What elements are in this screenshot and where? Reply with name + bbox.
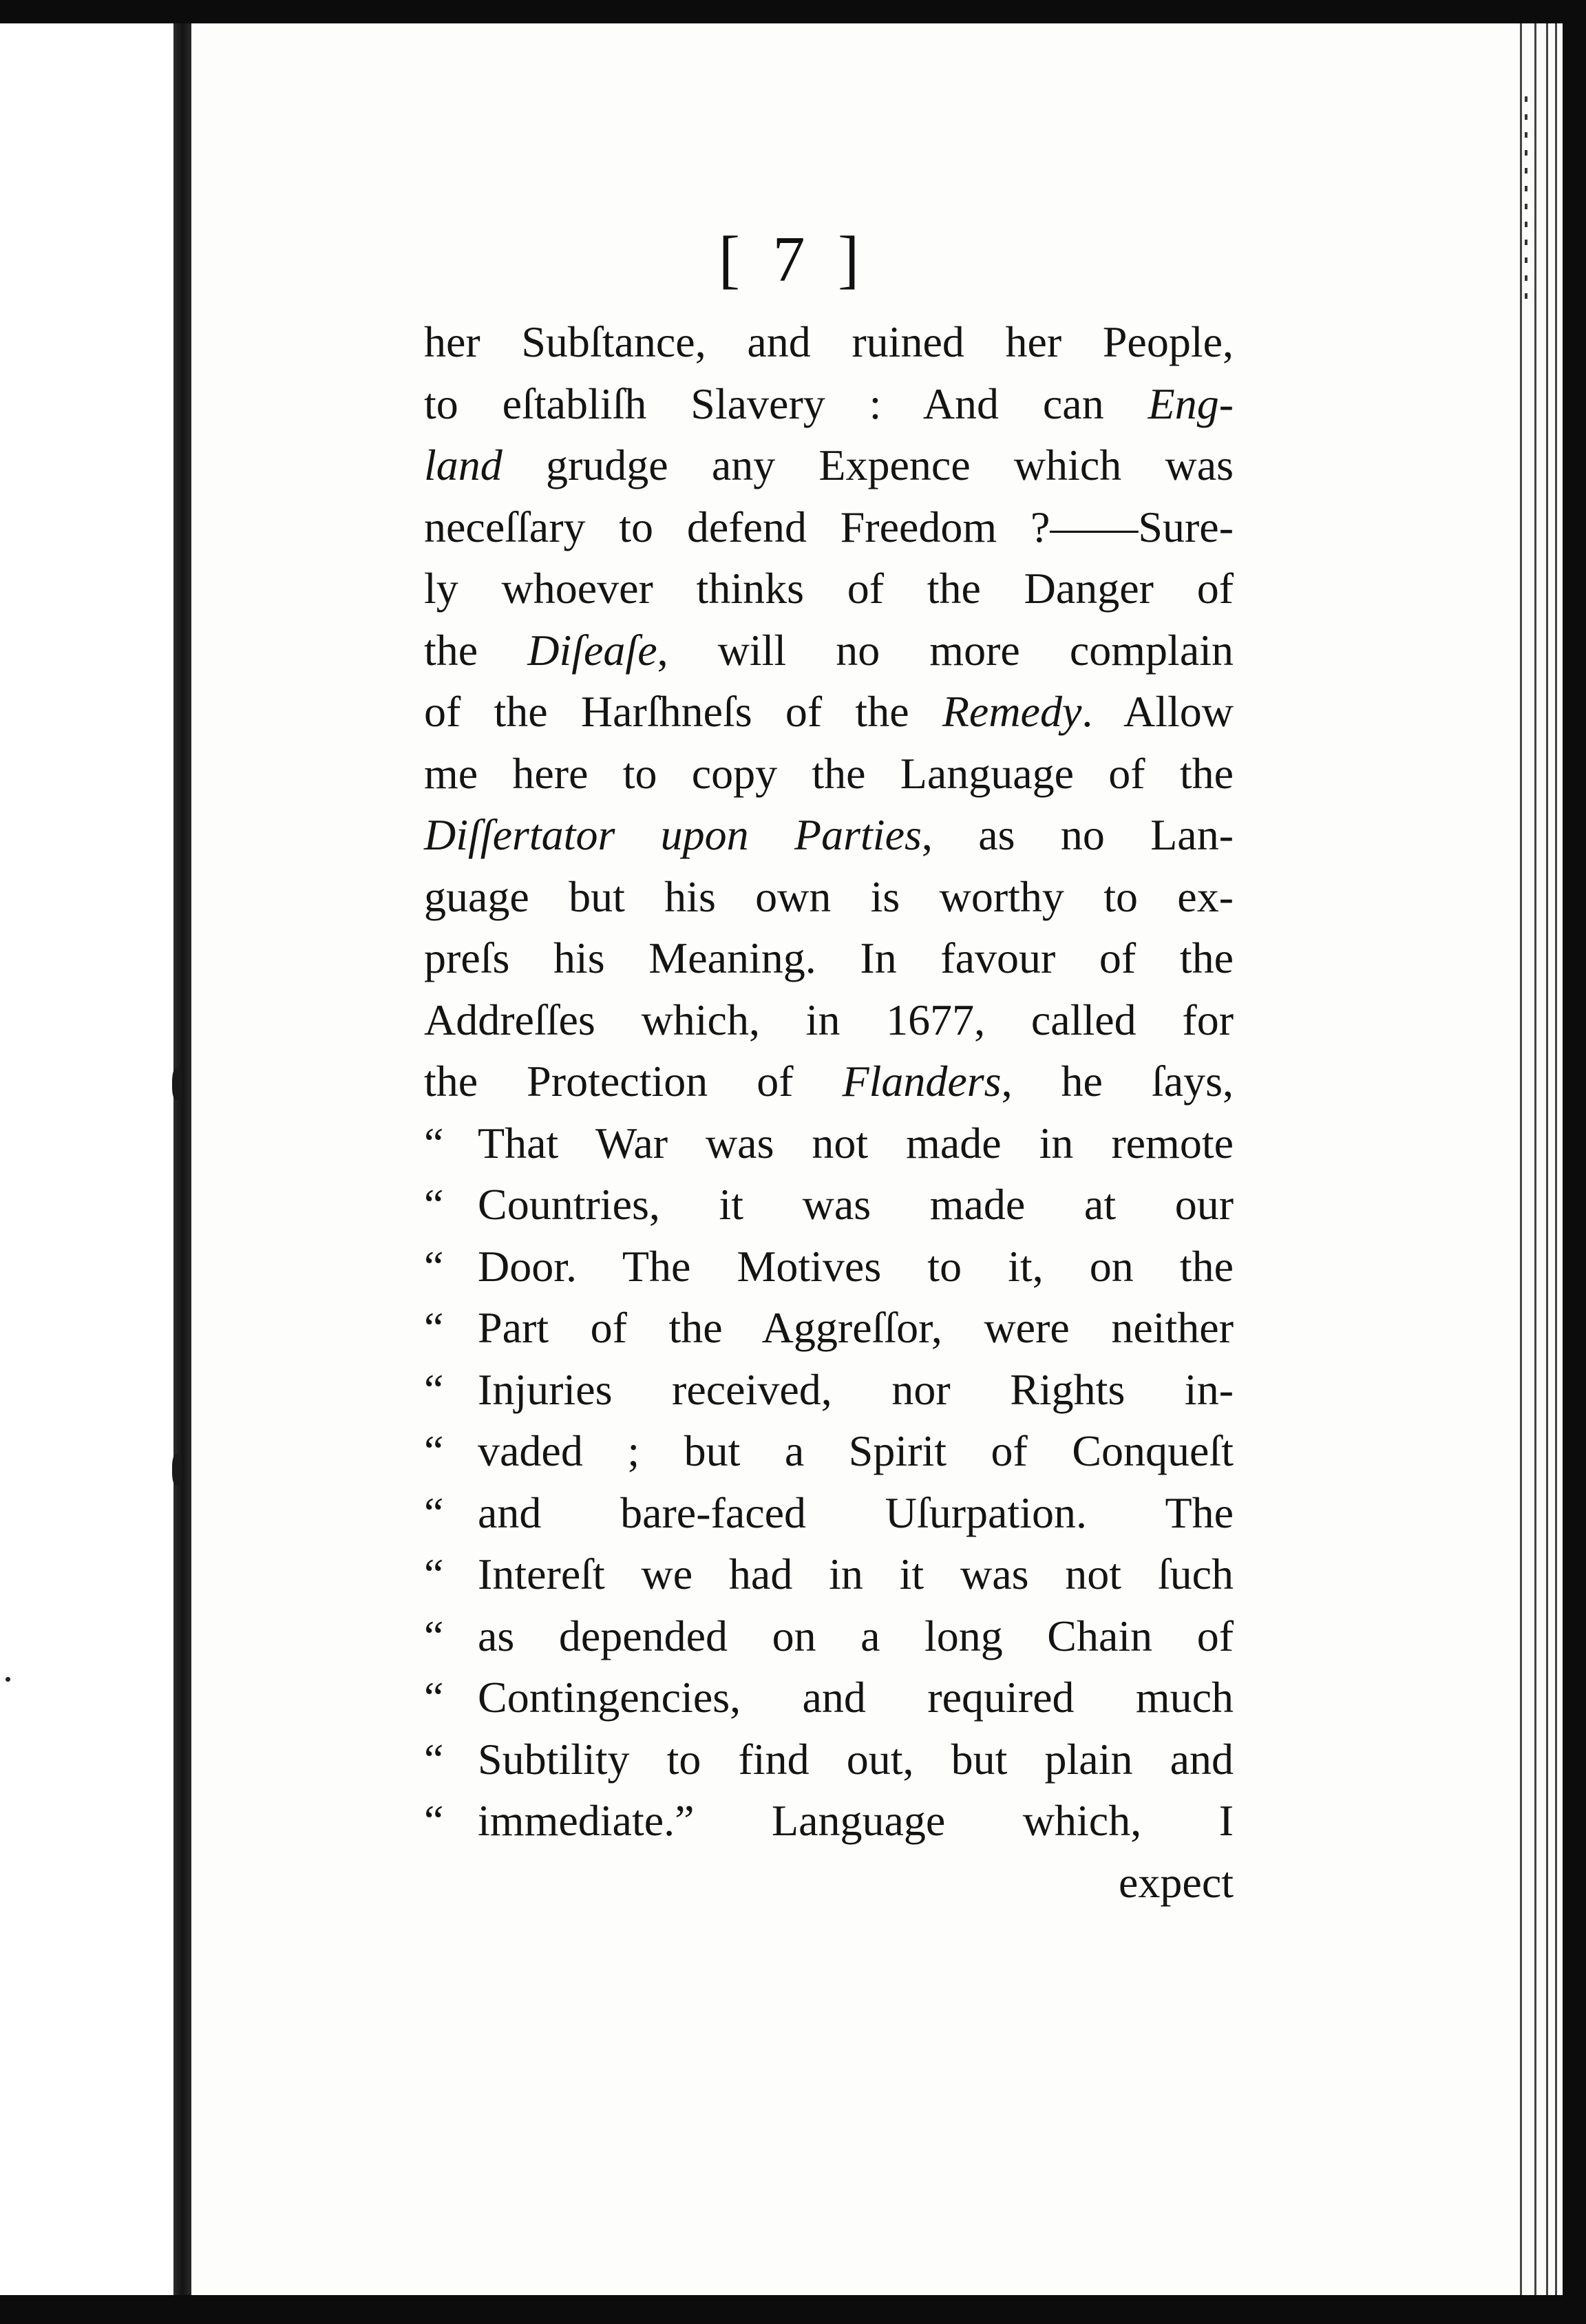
text-segment: Countries, it was made at our [478, 1180, 1234, 1229]
text-line [424, 434, 1234, 496]
text-line [424, 1236, 1234, 1298]
quote-mark: “ [424, 1734, 444, 1784]
text-segment: Injuries received, nor Rights in- [478, 1364, 1234, 1414]
quote-mark: “ [424, 1488, 444, 1537]
text-segment: me here to copy the Language of the [424, 748, 1234, 798]
text-line [424, 804, 1234, 866]
italic-text: Diſſertator upon Parties [424, 810, 922, 859]
page-edge [1520, 23, 1534, 2295]
text-line [424, 620, 1234, 682]
italic-text: Remedy [942, 687, 1082, 736]
quote-mark: “ [424, 1426, 444, 1475]
quote-mark: “ [424, 1611, 444, 1660]
text-line [424, 1174, 1234, 1236]
quote-mark: “ [424, 1673, 444, 1722]
text-segment: the [424, 625, 528, 675]
text-line [424, 1482, 1234, 1544]
text-segment: Door. The Motives to it, on the [478, 1241, 1234, 1291]
text-line [424, 373, 1234, 435]
text-segment: Intereſt we had in it was not ſuch [478, 1550, 1234, 1598]
text-segment: the Protection of [424, 1057, 843, 1106]
italic-text: land [424, 441, 503, 489]
gutter-notch [172, 1068, 182, 1100]
scan-border-right [1563, 0, 1586, 2324]
text-line [424, 1420, 1234, 1482]
text-segment: immediate.” Language which, I [478, 1796, 1234, 1845]
quote-mark: “ [424, 1118, 444, 1168]
text-segment: her Subſtance, and ruined her People, [424, 317, 1234, 366]
text-segment: preſs his Meaning. In favour of the [424, 933, 1234, 982]
quote-mark: “ [424, 1550, 444, 1598]
text-segment: neceſſary to defend Freedom ?——Sure- [424, 502, 1234, 551]
text-line [424, 1667, 1234, 1729]
italic-text: Eng- [1148, 379, 1234, 428]
page-edge [1555, 23, 1563, 2295]
italic-text: Flanders [842, 1057, 1002, 1106]
scan-border-bottom [0, 2295, 1586, 2324]
text-line [424, 1359, 1234, 1421]
body-text [424, 311, 1234, 1913]
text-segment: , will no more complain [657, 625, 1234, 675]
text-line [424, 989, 1234, 1051]
scan-border-top [0, 0, 1586, 23]
text-line [424, 558, 1234, 620]
page-edge [1534, 23, 1546, 2295]
text-line [424, 311, 1234, 373]
text-line [424, 743, 1234, 805]
text-line [424, 496, 1234, 558]
text-segment: , he ſays, [1001, 1057, 1234, 1106]
text-segment: guage but his own is worthy to ex- [424, 872, 1234, 921]
quote-mark: “ [424, 1364, 444, 1414]
page-edge [1546, 23, 1555, 2295]
facing-page-blank [0, 23, 173, 2295]
text-segment: as depended on a long Chain of [478, 1611, 1234, 1660]
quote-mark: “ [424, 1180, 444, 1229]
text-line [424, 1050, 1234, 1112]
text-segment: vaded ; but a Spirit of Conqueſt [478, 1426, 1234, 1475]
text-line [424, 1112, 1234, 1174]
text-segment: . Allow [1081, 687, 1234, 736]
text-segment: and bare-faced Uſurpation. The [478, 1488, 1234, 1537]
catchword [424, 1852, 1234, 1914]
gutter-notch [172, 1454, 182, 1486]
text-segment: That War was not made in remote [478, 1118, 1234, 1168]
text-segment: ly whoever thinks of the Danger of [424, 564, 1234, 613]
quote-mark: “ [424, 1241, 444, 1291]
text-line [424, 927, 1234, 989]
text-segment: Subtility to find out, but plain and [478, 1734, 1234, 1784]
quote-mark: “ [424, 1303, 444, 1352]
text-line [424, 1729, 1234, 1790]
italic-text: Diſeaſe [527, 625, 657, 675]
text-segment: to eſtabliſh Slavery : And can [424, 379, 1148, 428]
text-segment: Addreſſes which, in 1677, called for [424, 995, 1234, 1044]
book-gutter [173, 23, 191, 2295]
text-line [424, 866, 1234, 928]
text-segment: , as no Lan- [921, 810, 1234, 859]
text-segment: Contingencies, and required much [478, 1673, 1234, 1722]
page-number: [ 7 ] [718, 224, 868, 295]
ink-speck [6, 1677, 10, 1682]
text-segment: of the Harſhneſs of the [424, 687, 942, 736]
text-segment: Part of the Aggreſſor, were neither [478, 1303, 1234, 1352]
text-line [424, 1297, 1234, 1359]
text-segment: grudge any Expence which was [502, 441, 1234, 489]
text-line [424, 1543, 1234, 1605]
quote-mark: “ [424, 1796, 444, 1845]
text-line [424, 1605, 1234, 1667]
text-line [424, 681, 1234, 743]
text-line [424, 1790, 1234, 1852]
text-segment: expect [1119, 1857, 1234, 1907]
